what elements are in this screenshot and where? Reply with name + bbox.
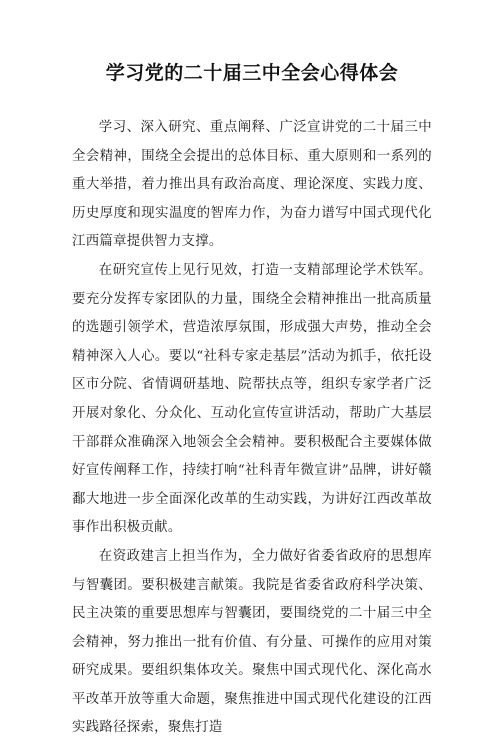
paragraph-1: 学习、深入研究、重点阐释、广泛宣讲党的二十届三中全会精神，围绕全会提出的总体目标、重大原则和一系列的重大举措，着力推出具有政治高度、理论深度、实践力度、历史厚度和现实温度的智库力作，为奋力谱写中国式现代化江西篇章提供智力支撑。	[72, 120, 432, 250]
document-title: 学习党的二十届三中全会心得体会	[105, 62, 399, 84]
paragraph-3: 在资政建言上担当作为，全力做好省委省政府的思想库与智囊团。要积极建言献策。我院是省委省政府科学决策、民主决策的重要思想库与智囊团，要围绕党的二十届三中全会精神，努力推出一批有价值、有分量、可操作的应用对策研究成果。要组织集体攻关。聚焦中国式现代化、深化高水平改革开放等重大命题，聚焦推进中国式现代化建设的江西实践路径探索，聚焦打造	[72, 548, 432, 736]
document-body	[72, 114, 432, 743]
paragraph-2: 在研究宣传上见行见效，打造一支精部理论学术铁军。要充分发挥专家团队的力量，围绕全会精神推出一批高质量的选题引领学术，营造浓厚氛围，形成强大声势，推动全会精神深入人心。要以“社科专家走基层”活动为抓手，依托设区市分院、省情调研基地、院帮扶点等，组织专家学者广泛开展对象化、分众化、互动化宣传宣讲活动，帮助广大基层干部群众准确深入地领会全会精神。要积极配合主要媒体做好宣传阐释工作，持续打响“社科青年微宣讲”品牌，讲好赣鄱大地进一步全面深化改革的生动实践，为讲好江西改革故事作出积极贡献。	[72, 262, 432, 536]
